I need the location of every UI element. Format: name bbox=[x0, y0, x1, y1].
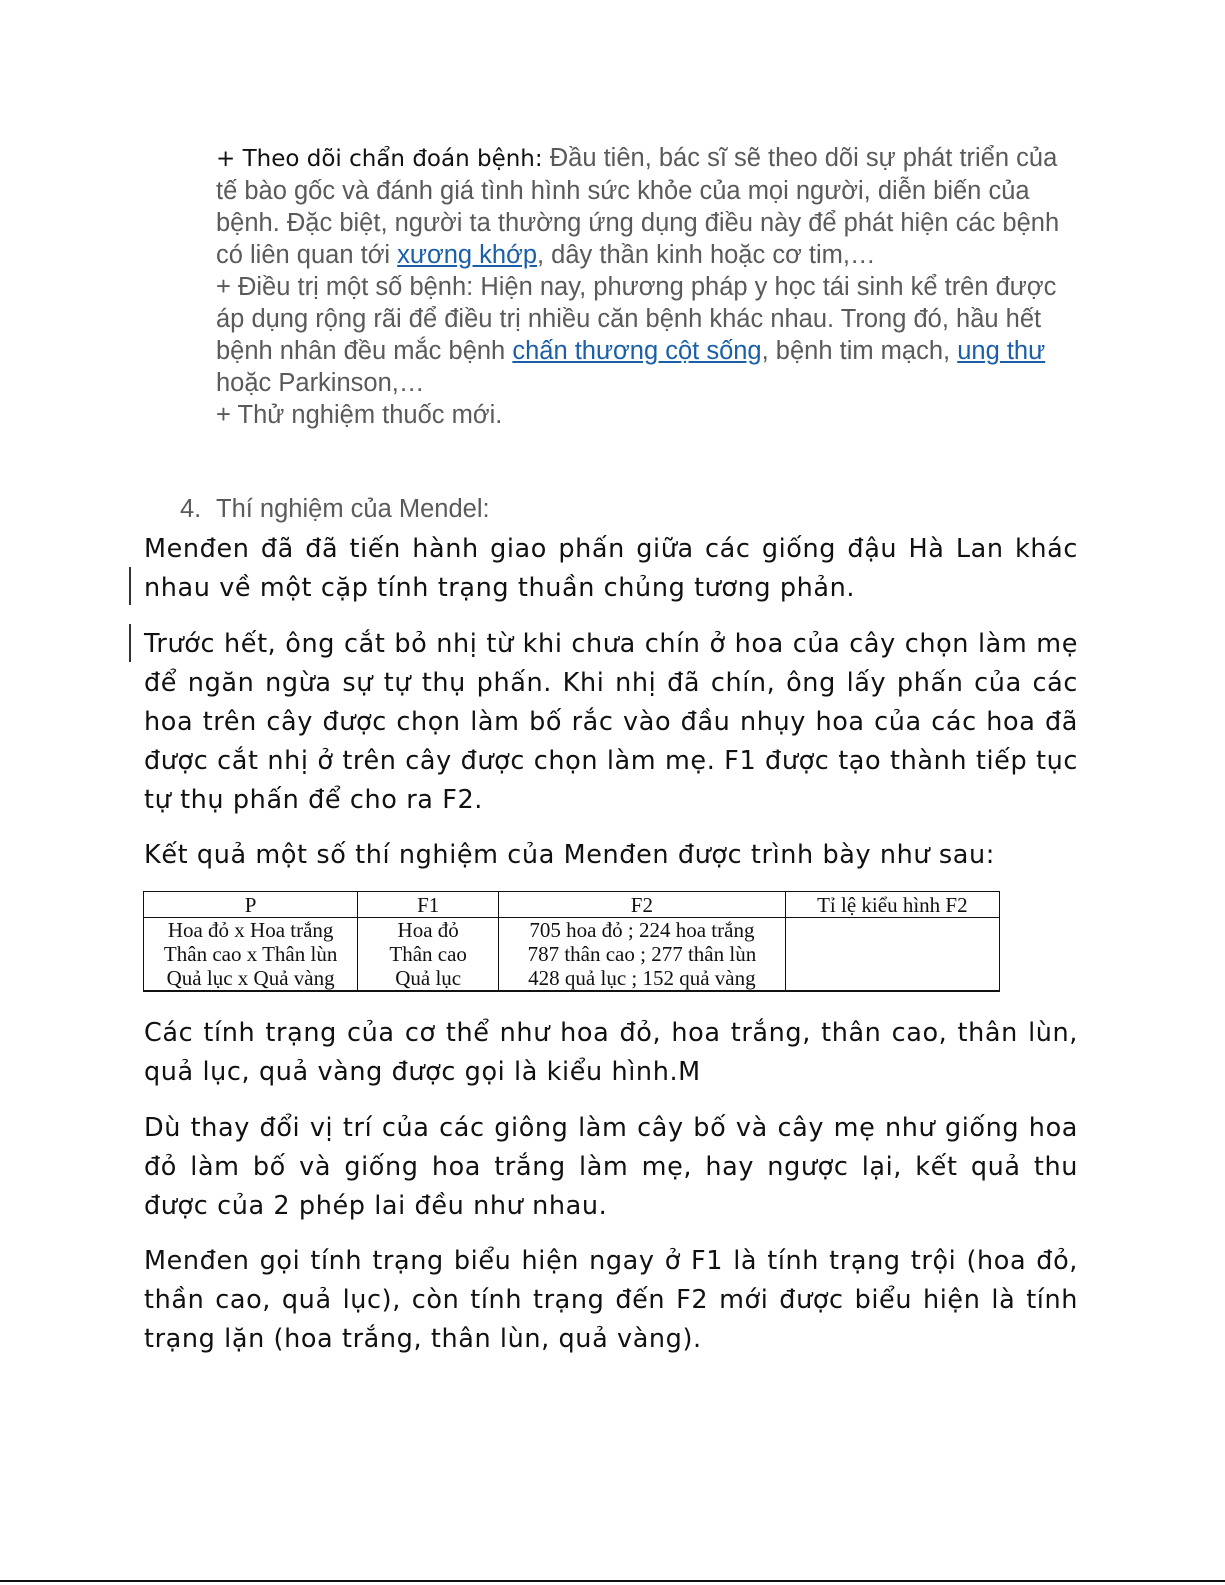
results-table bbox=[143, 891, 1000, 992]
table-header-p: P bbox=[144, 892, 358, 918]
paragraph-intro: Menđen đã đã tiến hành giao phấn giữa các giống đậu Hà Lan khác nhau về một cặp tính trạng thuần chủng tương phản. bbox=[144, 534, 1078, 603]
bullet-text: hoặc Parkinson,… bbox=[216, 369, 425, 397]
paragraph-reciprocal: Dù thay đổi vị trí của các giông làm cây bố và cây mẹ như giống hoa đỏ làm bố và giống hoa trắng làm mẹ, hay ngược lại, kết quả thu được của 2 phép lai đều như nhau. bbox=[144, 1113, 1078, 1221]
paragraph-results-intro: Kết quả một số thí nghiệm của Menđen được trình bày như sau: bbox=[144, 840, 995, 870]
bullet-text: , dây thần kinh hoặc cơ tim,… bbox=[537, 241, 876, 269]
bullet-item-drug-trial: + Thử nghiệm thuốc mới. bbox=[216, 401, 503, 429]
section-heading bbox=[180, 493, 490, 525]
heading-title: Thí nghiệm của Mendel: bbox=[216, 495, 490, 523]
table-row bbox=[144, 942, 1000, 966]
table-cell bbox=[785, 918, 999, 943]
paragraph-method: Trước hết, ông cắt bỏ nhị từ khi chưa chín ở hoa của cây chọn làm mẹ để ngăn ngừa sự tự thụ phấn. Khi nhị đã chín, ông lấy phấn của các hoa trên cây được chọn làm bố rắc vào đầu nhụy hoa của các hoa đã được cắt nhị ở trên cây được chọn làm mẹ. F1 được tạo thành tiếp tục tự thụ phấn để cho ra F2. bbox=[144, 629, 1078, 815]
table-header-row bbox=[144, 892, 1000, 918]
table-cell: Quả lục x Quả vàng bbox=[144, 966, 358, 991]
table-cell: 428 quả lục ; 152 quả vàng bbox=[499, 966, 786, 991]
heading-number: 4. bbox=[180, 495, 202, 523]
bullet-list bbox=[216, 142, 1076, 431]
paragraph-dominance: Menđen gọi tính trạng biểu hiện ngay ở F1 là tính trạng trội (hoa đỏ, thần cao, quả lục), còn tính trạng đến F2 mới được biểu hiện là tính trạng lặn (hoa trắng, thân lùn, quả vàng). bbox=[144, 1246, 1078, 1354]
link-ung-thu[interactable]: ung thư bbox=[957, 337, 1046, 365]
table-cell: Thân cao bbox=[358, 942, 499, 966]
link-xuong-khop[interactable]: xương khớp bbox=[397, 241, 537, 269]
table-cell: Thân cao x Thân lùn bbox=[144, 942, 358, 966]
table-cell: Hoa đỏ bbox=[358, 918, 499, 943]
table-cell bbox=[785, 966, 999, 991]
table-cell: Hoa đỏ x Hoa trắng bbox=[144, 918, 358, 943]
revision-bar bbox=[129, 567, 131, 605]
revision-bar bbox=[129, 624, 131, 662]
paragraph-phenotype: Các tính trạng của cơ thể như hoa đỏ, hoa trắng, thân cao, thân lùn, quả lục, quả vàng được gọi là kiểu hình.M bbox=[144, 1018, 1078, 1087]
table-cell: 787 thân cao ; 277 thân lùn bbox=[499, 942, 786, 966]
table-header-f2: F2 bbox=[499, 892, 786, 918]
table-cell: 705 hoa đỏ ; 224 hoa trắng bbox=[499, 918, 786, 943]
table-row bbox=[144, 966, 1000, 991]
bullet-text: Đầu tiên, bác sĩ sẽ theo dõi sự phát triển của tế bào gốc và đánh giá tình hình sức khỏe của mọi người, diễn biến của bệnh. Đặc biệt, người ta thường ứng dụng điều này để phát hiện các bệnh có liên quan tới bbox=[216, 144, 1060, 269]
table-row bbox=[144, 918, 1000, 943]
bullet-item-diagnosis bbox=[216, 142, 1076, 271]
link-chan-thuong-cot-song[interactable]: chấn thương cột sống bbox=[512, 337, 762, 365]
table-header-ratio: Tỉ lệ kiểu hình F2 bbox=[785, 892, 999, 918]
table-header-f1: F1 bbox=[358, 892, 499, 918]
bullet-item-treatment bbox=[216, 271, 1076, 399]
table-cell bbox=[785, 942, 999, 966]
page-bottom-rule bbox=[0, 1580, 1225, 1582]
bullet-text: , bệnh tim mạch, bbox=[761, 337, 958, 365]
bullet-text: + Điều trị một số bệnh: Hiện nay, phương pháp y học tái sinh kể trên được áp dụng rộng rãi để điều trị nhiều căn bệnh khác nhau. Trong đó, hầu hết bệnh nhân đều mắc bệnh bbox=[216, 273, 1057, 365]
bullet-label-diagnosis: + Theo dõi chẩn đoán bệnh: bbox=[216, 146, 543, 172]
table-cell: Quả lục bbox=[358, 966, 499, 991]
